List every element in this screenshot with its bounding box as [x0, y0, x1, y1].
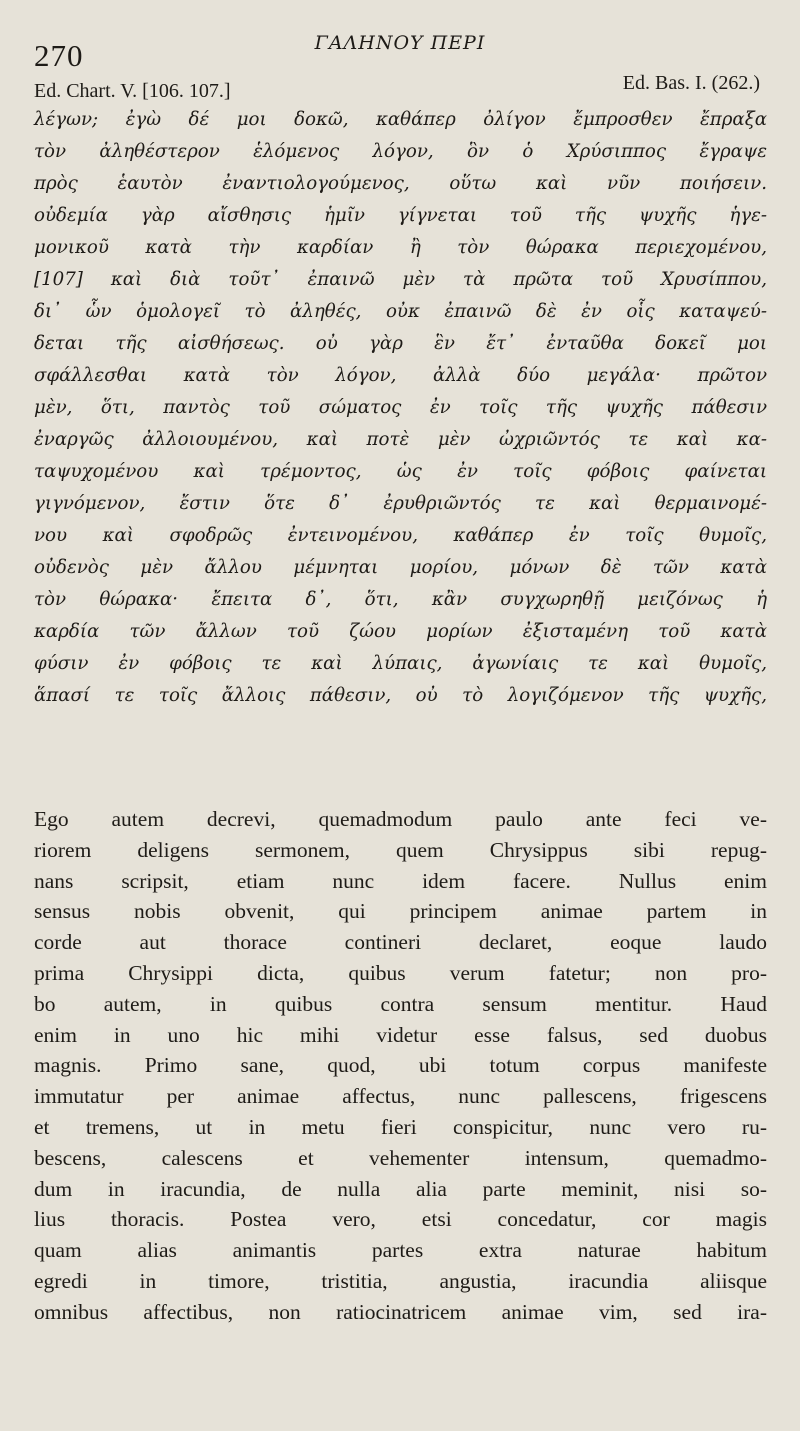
- latin-text-line: bo autem, in quibus contra sensum mentitur. Haud: [34, 991, 767, 1016]
- greek-text-line: καρδία τῶν ἄλλων τοῦ ζώου μορίων ἐξισταμένη τοῦ κατὰ: [34, 621, 767, 642]
- greek-text-line: πρὸς ἑαυτὸν ἐναντιολογούμενος, οὕτω καὶ νῦν ποιήσειν.: [34, 173, 767, 194]
- latin-text-line: magnis. Primo sane, quod, ubi totum corpus manifeste: [34, 1053, 767, 1078]
- latin-translation-block: [34, 804, 767, 1328]
- greek-text-line: λέγων; ἐγὼ δέ μοι δοκῶ, καθάπερ ὀλίγον ἔμπροσθεν ἔπραξα: [34, 109, 767, 130]
- edition-reference-basel: Ed. Bas. I. (262.): [622, 72, 760, 94]
- edition-reference-chartier: Ed. Chart. V. [106. 107.]: [34, 80, 231, 102]
- greek-text-line: δεται τῆς αἰσθήσεως. οὐ γὰρ ἓν ἔτ᾽ ἐνταῦθα δοκεῖ μοι: [34, 333, 767, 354]
- greek-text-line: μὲν, ὅτι, παντὸς τοῦ σώματος ἐν τοῖς τῆς ψυχῆς πάθεσιν: [34, 397, 767, 418]
- latin-text-line: nans scripsit, etiam nunc idem facere. Nullus enim: [34, 868, 767, 893]
- greek-text-line: τὸν ἀληθέστερον ἑλόμενος λόγον, ὃν ὁ Χρύσιππος ἔγραψε: [34, 141, 767, 162]
- greek-text-line: οὐδεμία γὰρ αἴσθησις ἡμῖν γίγνεται τοῦ τῆς ψυχῆς ἡγε-: [34, 205, 767, 226]
- running-head: ΓΑΛΗΝΟΥ ΠΕΡΙ: [314, 32, 486, 54]
- latin-text-line: quam alias animantis partes extra naturae habitum: [34, 1238, 767, 1263]
- latin-text-line: immutatur per animae affectus, nunc pallescens, frigescens: [34, 1084, 767, 1109]
- latin-text-line: omnibus affectibus, non ratiocinatricem animae vim, sed ira-: [34, 1299, 767, 1324]
- latin-text-line: corde aut thorace contineri declaret, eoque laudo: [34, 930, 767, 955]
- greek-text-block: [34, 104, 767, 712]
- greek-text-line: [107] καὶ διὰ τοῦτ᾽ ἐπαινῶ μὲν τὰ πρῶτα τοῦ Χρυσίππου,: [34, 269, 767, 290]
- greek-text-line: ταψυχομένου καὶ τρέμοντος, ὡς ἐν τοῖς φόβοις φαίνεται: [34, 461, 767, 482]
- greek-text-line: γιγνόμενον, ἔστιν ὅτε δ᾽ ἐρυθριῶντός τε καὶ θερμαινομέ-: [34, 493, 767, 514]
- greek-text-line: ἅπασί τε τοῖς ἄλλοις πάθεσιν, οὐ τὸ λογιζόμενον τῆς ψυχῆς,: [34, 685, 767, 706]
- greek-text-line: ἐναργῶς ἀλλοιουμένου, καὶ ποτὲ μὲν ὠχριῶντός τε καὶ κα-: [34, 429, 767, 450]
- greek-text-line: νου καὶ σφοδρῶς ἐντεινομένου, καθάπερ ἐν τοῖς θυμοῖς,: [34, 525, 767, 546]
- greek-text-line: μονικοῦ κατὰ τὴν καρδίαν ἢ τὸν θώρακα περιεχομένου,: [34, 237, 767, 258]
- greek-text-line: φύσιν ἐν φόβοις τε καὶ λύπαις, ἀγωνίαις τε καὶ θυμοῖς,: [34, 653, 767, 674]
- latin-text-line: et tremens, ut in metu fieri conspicitur, nunc vero ru-: [34, 1114, 767, 1139]
- greek-text-line: τὸν θώρακα· ἔπειτα δ᾽, ὅτι, κἂν συγχωρηθῇ μειζόνως ἡ: [34, 589, 767, 610]
- latin-text-line: riorem deligens sermonem, quem Chrysippus sibi repug-: [34, 837, 767, 862]
- latin-text-line: prima Chrysippi dicta, quibus verum fatetur; non pro-: [34, 960, 767, 985]
- greek-text-line: σφάλλεσθαι κατὰ τὸν λόγον, ἀλλὰ δύο μεγάλα· πρῶτον: [34, 365, 767, 386]
- latin-text-line: sensus nobis obvenit, qui principem animae partem in: [34, 899, 767, 924]
- latin-text-line: dum in iracundia, de nulla alia parte meminit, nisi so-: [34, 1176, 767, 1201]
- latin-text-line: bescens, calescens et vehementer intensum, quemadmo-: [34, 1145, 767, 1170]
- greek-text-line: δι᾽ ὧν ὁμολογεῖ τὸ ἀληθές, οὐκ ἐπαινῶ δὲ ἐν οἷς καταψεύ-: [34, 301, 767, 322]
- latin-text-line: lius thoracis. Postea vero, etsi concedatur, cor magis: [34, 1207, 767, 1232]
- latin-text-line: egredi in timore, tristitia, angustia, iracundia aliisque: [34, 1268, 767, 1293]
- latin-text-line: enim in uno hic mihi videtur esse falsus, sed duobus: [34, 1022, 767, 1047]
- latin-text-line: Ego autem decrevi, quemadmodum paulo ante feci ve-: [34, 807, 767, 831]
- greek-text-line: οὐδενὸς μὲν ἄλλου μέμνηται μορίου, μόνων δὲ τῶν κατὰ: [34, 557, 767, 578]
- page-number: 270: [34, 38, 84, 73]
